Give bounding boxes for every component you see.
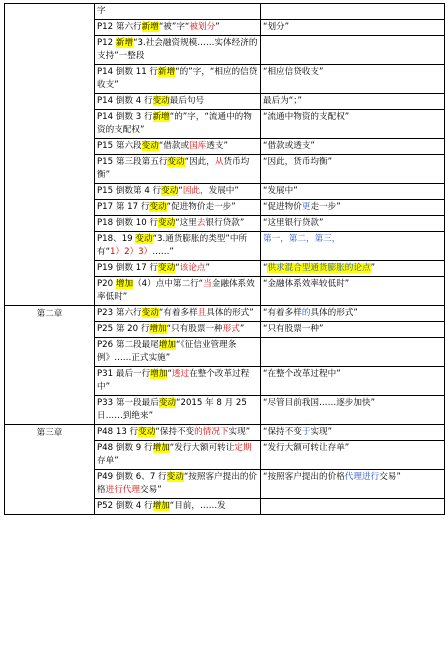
table-row	[5, 425, 445, 441]
chapter-cell	[5, 4, 95, 306]
text-segment: 具体的形式”	[206, 308, 254, 318]
text-segment: P15 第六段	[97, 141, 142, 151]
revision-table	[4, 3, 445, 515]
text-segment: “2015 年 8 月 25 日……到绝来”	[97, 398, 247, 421]
revised-content-cell	[261, 367, 445, 396]
text-segment: “促进物价	[263, 202, 302, 212]
change-type-highlight: 变动	[152, 96, 170, 106]
text-segment: “有着多样	[158, 308, 198, 318]
removed-text: 该论点	[179, 263, 206, 273]
change-type-highlight: 新增	[141, 22, 159, 32]
text-segment: “按照客户提出的价格	[97, 472, 258, 495]
text-segment: 透支”	[206, 141, 228, 151]
change-description-cell	[95, 216, 261, 232]
removed-text: 因此，	[182, 186, 209, 196]
revised-text: 的	[301, 308, 311, 318]
text-segment: P48 13 行	[97, 427, 139, 437]
revised-content-cell	[261, 94, 445, 110]
text-segment: “促进物价走一步”	[166, 202, 236, 212]
change-description-cell	[95, 200, 261, 216]
text-segment: ”	[370, 263, 376, 273]
change-description-cell	[95, 338, 261, 367]
revised-content-cell	[261, 425, 445, 441]
text-segment: “	[175, 263, 180, 273]
text-segment: ”	[205, 263, 210, 273]
change-type-highlight: 变动	[158, 218, 176, 228]
removed-text: 1）2）3）	[110, 247, 153, 257]
text-segment: 银行贷款”	[205, 218, 245, 228]
text-segment: P52 倒数 4 行	[97, 501, 153, 511]
change-type-highlight: 变动	[141, 308, 159, 318]
text-segment: “发行大额可转让	[169, 443, 235, 453]
chapter-cell: 第二章	[5, 306, 95, 425]
change-description-cell	[95, 441, 261, 470]
text-segment: “因此，	[184, 157, 215, 167]
text-segment: 走一步”	[310, 202, 341, 212]
change-type-highlight: 增加	[150, 369, 168, 379]
change-type-highlight: 变动	[135, 234, 153, 244]
text-segment: “金融体系效率较低时”	[263, 279, 350, 289]
revised-content-cell	[261, 470, 445, 499]
table-row	[5, 4, 445, 20]
revised-content-cell	[261, 232, 445, 261]
text-segment: “的”字，“相应的信贷收支”	[97, 67, 258, 90]
text-segment: 具体的形式”	[310, 308, 358, 318]
text-segment: “保持不变	[155, 427, 195, 437]
text-segment: 最后为“；”	[263, 96, 302, 106]
removed-text: 被划分	[189, 22, 216, 32]
text-segment: 发展中”	[208, 186, 239, 196]
text-segment: P31 最后一行	[97, 369, 151, 379]
revised-content-cell	[261, 277, 445, 306]
removed-text: 当	[203, 279, 212, 289]
change-type-highlight: 变动	[166, 472, 184, 482]
change-type-highlight: 变动	[149, 202, 167, 212]
change-description-cell	[95, 20, 261, 36]
removed-text: 透过	[171, 369, 190, 379]
revised-content-cell	[261, 338, 445, 367]
text-segment: ……”	[152, 247, 174, 257]
text-segment: “	[178, 186, 183, 196]
text-segment: “有着多样	[263, 308, 302, 318]
change-type-highlight: 变动	[161, 186, 179, 196]
removed-text: 从	[214, 157, 224, 167]
text-segment: ”	[215, 22, 220, 32]
change-type-highlight: 变动	[138, 427, 156, 437]
change-description-cell	[95, 155, 261, 184]
removed-text: 定期	[234, 443, 252, 453]
text-segment: P18、19	[97, 234, 136, 244]
text-segment: （4）点中第二行“	[133, 279, 204, 289]
revised-content-cell	[261, 4, 445, 20]
text-segment: “发展中”	[263, 186, 298, 196]
revised-content-cell	[261, 261, 445, 277]
change-description-cell	[95, 277, 261, 306]
text-segment: P23 第六行	[97, 308, 142, 318]
change-type-highlight: 变动	[141, 141, 159, 151]
text-segment: 交易”	[379, 472, 401, 482]
change-description-cell	[95, 139, 261, 155]
revised-content-cell	[261, 20, 445, 36]
change-description-cell	[95, 65, 261, 94]
revised-content-cell	[261, 216, 445, 232]
change-description-cell	[95, 261, 261, 277]
change-description-cell	[95, 470, 261, 499]
text-segment: P15 第三段第五行	[97, 157, 168, 167]
text-segment: “尽管目前我国……逐步加快”	[263, 398, 376, 408]
removed-text: 的情况下	[194, 427, 229, 437]
text-segment: P18 倒数 10 行	[97, 218, 159, 228]
revised-content-cell	[261, 155, 445, 184]
text-segment: “在整个改革过程中”	[263, 369, 341, 379]
revised-text: 第一，第二，第三，	[263, 234, 341, 244]
text-segment: “相应信贷收支”	[263, 67, 324, 77]
text-segment: P14 倒数 3 行	[97, 112, 153, 122]
change-type-highlight: 增加	[152, 501, 170, 511]
text-segment: “	[263, 263, 268, 273]
text-segment: ”	[239, 324, 245, 334]
text-segment: 在整个改革过程中”	[97, 369, 250, 392]
change-type-highlight: 新增	[158, 67, 176, 77]
text-segment: “3.通货膨胀的类型”中所有“	[97, 234, 248, 257]
revised-content-cell	[261, 322, 445, 338]
revised-content-cell	[261, 110, 445, 139]
text-segment: P15 倒数第 4 行	[97, 186, 162, 196]
change-type-highlight: 变动	[167, 157, 185, 167]
text-segment: “这里	[175, 218, 197, 228]
removed-text: 去	[196, 218, 206, 228]
text-segment: “的”字，“流通中的物资的支配权”	[97, 112, 252, 135]
text-segment: “因此，货币均衡”	[263, 157, 333, 167]
change-description-cell	[95, 425, 261, 441]
removed-text: 进行代理	[105, 485, 140, 495]
chapter-cell: 第三章	[5, 425, 95, 515]
change-type-highlight: 增加	[158, 340, 177, 350]
text-segment: “借款或	[158, 141, 190, 151]
text-segment: 实现”	[228, 427, 251, 437]
text-segment: 存单”	[97, 456, 119, 466]
text-segment: P14 倒数 4 行	[97, 96, 153, 106]
change-description-cell	[95, 232, 261, 261]
text-segment: P33 第一段最后	[97, 398, 159, 408]
text-segment: “《征信业管理条例》……正式实施”	[97, 340, 237, 363]
text-segment: “划分”	[263, 22, 290, 32]
text-segment: “被”字“	[158, 22, 190, 32]
change-description-cell	[95, 36, 261, 65]
text-segment: “只有股票一种	[166, 324, 223, 334]
change-type-highlight: 新增	[152, 112, 170, 122]
change-description-cell	[95, 322, 261, 338]
text-segment: 交易”	[140, 485, 162, 495]
text-segment: P48 倒数 9 行	[97, 443, 153, 453]
table-row	[5, 306, 445, 322]
text-segment: “这里银行贷款”	[263, 218, 324, 228]
change-description-cell	[95, 4, 261, 20]
text-segment: P12	[97, 38, 116, 48]
change-type-highlight: 增加	[115, 279, 134, 289]
text-segment: P14 倒数 11 行	[97, 67, 159, 77]
text-segment: 实现”	[310, 427, 333, 437]
revised-content-cell	[261, 200, 445, 216]
text-segment: P25 第 20 行	[97, 324, 150, 334]
change-type-highlight: 增加	[149, 324, 167, 334]
change-description-cell	[95, 110, 261, 139]
text-segment: P49 倒数 6、7 行	[97, 472, 167, 482]
text-segment: “借款或透支”	[263, 141, 315, 151]
text-segment: “保持不变	[263, 427, 302, 437]
revised-content-cell	[261, 65, 445, 94]
revised-text: 于	[301, 427, 311, 437]
change-description-cell	[95, 94, 261, 110]
revised-text: 更	[301, 202, 311, 212]
revised-text: 供求混合型通货膨胀的论点	[267, 263, 371, 273]
revised-text: 代理进行	[344, 472, 380, 482]
text-segment: “流通中物资的支配权”	[263, 112, 350, 122]
text-segment: P17 第 17 行	[97, 202, 150, 212]
change-description-cell	[95, 396, 261, 425]
revised-content-cell	[261, 306, 445, 322]
text-segment: “发行大额可转让存单”	[263, 443, 350, 453]
change-type-highlight: 变动	[158, 398, 177, 408]
revised-content-cell	[261, 499, 445, 515]
revised-content-cell	[261, 139, 445, 155]
text-segment: “3.社会融资规模……实体经济的支持”一整段	[97, 38, 258, 61]
removed-text: 形式	[222, 324, 240, 334]
text-segment: 金融体系效率低时”	[97, 279, 255, 302]
change-type-highlight: 变动	[158, 263, 176, 273]
text-segment: 货币均衡”	[97, 157, 250, 180]
text-segment: “目前，……发	[169, 501, 226, 511]
revised-content-cell	[261, 184, 445, 200]
revised-content-cell	[261, 441, 445, 470]
change-type-highlight: 增加	[152, 443, 170, 453]
text-segment: “	[167, 369, 172, 379]
change-description-cell	[95, 367, 261, 396]
revised-content-cell	[261, 396, 445, 425]
removed-text: 且	[197, 308, 207, 318]
text-segment: P12 第六行	[97, 22, 142, 32]
revised-content-cell	[261, 36, 445, 65]
text-segment: P19 倒数 17 行	[97, 263, 159, 273]
change-description-cell	[95, 499, 261, 515]
text-segment: 最后句号	[169, 96, 205, 106]
text-segment: P20	[97, 279, 116, 289]
text-segment: “只有股票一种”	[263, 324, 324, 334]
text-segment: P26 第二段最尾	[97, 340, 159, 350]
text-segment: “按照客户提出的价格	[263, 472, 345, 482]
removed-text: 国库	[189, 141, 207, 151]
change-description-cell	[95, 306, 261, 322]
change-type-highlight: 新增	[115, 38, 134, 48]
text-segment: 字	[97, 6, 106, 16]
change-description-cell	[95, 184, 261, 200]
